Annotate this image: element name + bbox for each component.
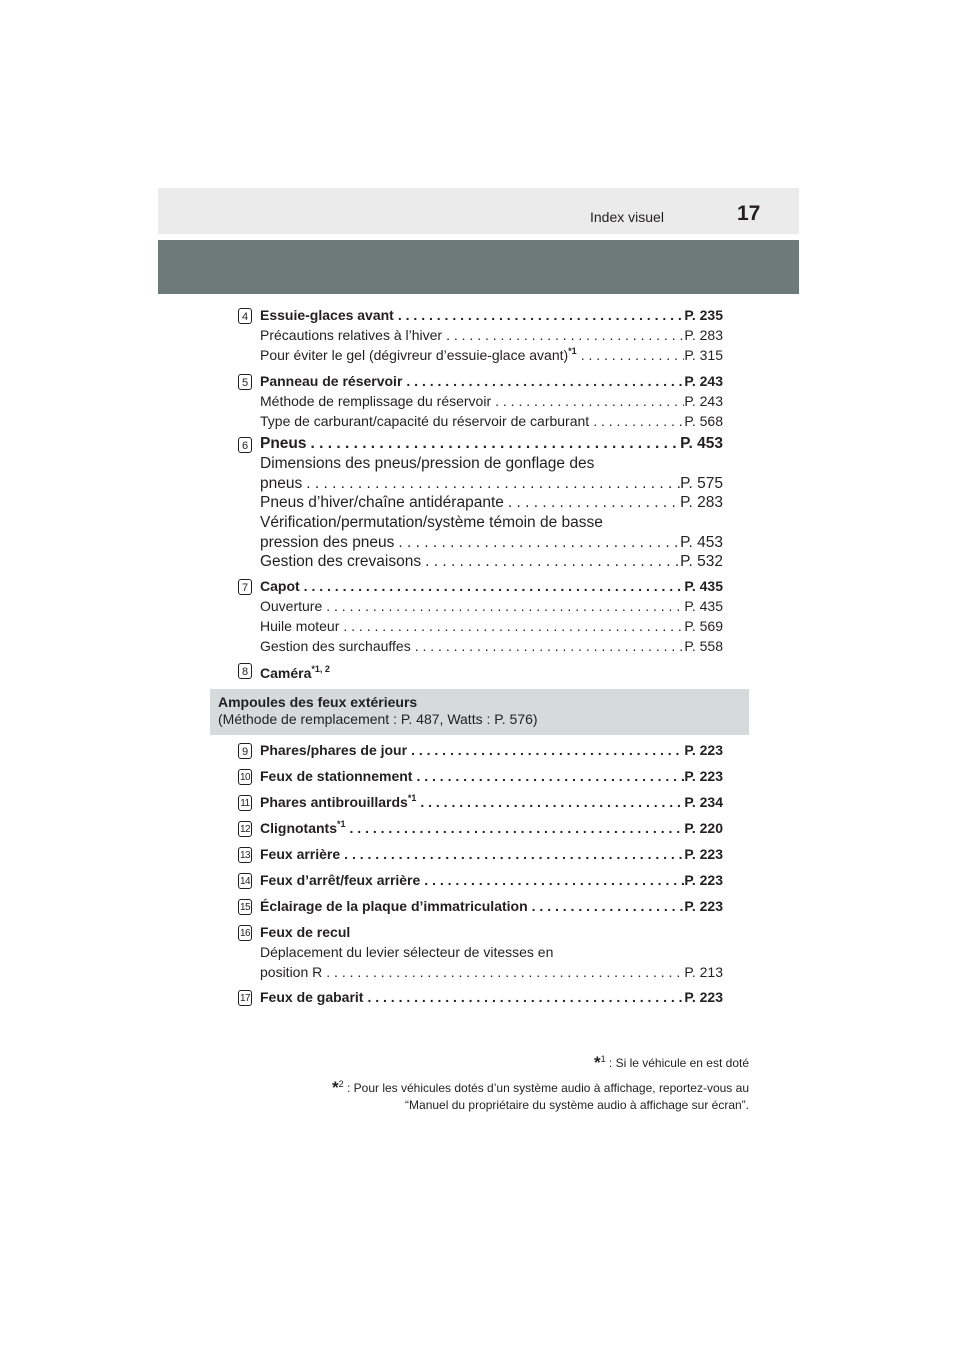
sub-entry-line: Vérification/permutation/système témoin de basse <box>260 513 603 531</box>
header-band <box>158 240 799 294</box>
sub-entry-line: Dimensions des pneus/pression de gonflage des <box>260 454 595 472</box>
entry-panneau-reservoir <box>260 371 723 431</box>
section-title: Index visuel <box>590 209 664 225</box>
lamp-entry <box>260 922 723 982</box>
footnote-1: *$^1$ : Si le véhicule en est doté <box>593 1053 749 1072</box>
sub-entry[interactable]: position R . . . P. 213 <box>260 962 723 982</box>
index-badge-16: 16 <box>238 925 252 941</box>
entry-title[interactable]: Feux d’arrêt/feux arrière . . . P. 223 <box>260 870 723 890</box>
entry-title[interactable]: Panneau de réservoir . . . P. 243 <box>260 371 723 391</box>
sub-entry[interactable]: Ouverture . . . P. 435 <box>260 596 723 616</box>
index-badge-4: 4 <box>238 308 252 324</box>
index-badge-6: 6 <box>238 437 252 453</box>
lamps-heading-title: Ampoules des feux extérieurs <box>218 694 418 710</box>
lamp-entry <box>260 792 723 812</box>
entry-title[interactable]: Phares/phares de jour . . . P. 223 <box>260 740 723 760</box>
index-badge-8: 8 <box>238 663 252 679</box>
sub-entry[interactable]: Méthode de remplissage du réservoir . . . P. 243 <box>260 391 723 411</box>
entry-title[interactable]: Essuie-glaces avant . . . P. 235 <box>260 305 723 325</box>
sub-entry[interactable]: Pneus d’hiver/chaîne antidérapante . . . P. 283 <box>260 493 723 513</box>
lamp-entry <box>260 740 723 760</box>
entry-title[interactable]: Clignotants$^{*1}$ . . . P. 220 <box>260 818 723 838</box>
footnote-2: *$^2$ : Pour les véhicules dotés d’un système audio à affichage, reportez-vous au <box>332 1078 749 1097</box>
entry-title[interactable]: Feux de stationnement . . . P. 223 <box>260 766 723 786</box>
footnote-2-continued: “Manuel du propriétaire du système audio à affichage sur écran”. <box>405 1098 749 1112</box>
sub-entry[interactable]: Type de carburant/capacité du réservoir de carburant . . . P. 568 <box>260 411 723 431</box>
index-badge-10: 10 <box>238 769 252 785</box>
lamps-heading-subtitle: (Méthode de remplacement : P. 487, Watts : P. 576) <box>218 711 538 727</box>
index-badge-15: 15 <box>238 899 252 915</box>
entry-title[interactable]: Feux de recul <box>260 924 351 940</box>
sub-entry[interactable]: Précautions relatives à l’hiver . . . P. 283 <box>260 325 723 345</box>
sub-entry[interactable]: Pour éviter le gel (dégivreur d’essuie-glace avant)$^{*1}$ . . . P. 315 <box>260 345 723 365</box>
lamp-entry <box>260 844 723 864</box>
entry-capot <box>260 576 723 656</box>
index-badge-7: 7 <box>238 579 252 595</box>
entry-title[interactable]: Caméra$^{*1, 2}$ <box>260 664 330 681</box>
lamp-entry <box>260 766 723 786</box>
entry-title[interactable]: Pneus . . . P. 453 <box>260 434 723 454</box>
entry-title[interactable]: Phares antibrouillards$^{*1}$ . . . P. 234 <box>260 792 723 812</box>
lamp-entry <box>260 896 723 916</box>
sub-entry[interactable]: Huile moteur . . . P. 569 <box>260 616 723 636</box>
index-badge-11: 11 <box>238 795 252 811</box>
entry-title[interactable]: Capot . . . P. 435 <box>260 576 723 596</box>
entry-title[interactable]: Feux arrière . . . P. 223 <box>260 844 723 864</box>
header-bar <box>158 188 799 234</box>
index-badge-17: 17 <box>238 990 252 1006</box>
lamp-entry <box>260 870 723 890</box>
page-number: 17 <box>737 202 761 225</box>
entry-title[interactable]: Feux de gabarit . . . P. 223 <box>260 987 723 1007</box>
index-badge-5: 5 <box>238 374 252 390</box>
entry-camera <box>260 663 723 683</box>
sub-entry[interactable]: pneus . . . P. 575 <box>260 474 723 494</box>
lamps-heading-box <box>210 689 749 735</box>
entry-essuie-glaces <box>260 305 723 365</box>
lamp-entry <box>260 987 723 1007</box>
sub-entry[interactable]: Gestion des surchauffes . . . P. 558 <box>260 636 723 656</box>
index-badge-14: 14 <box>238 873 252 889</box>
index-badge-13: 13 <box>238 847 252 863</box>
lamp-entry <box>260 818 723 838</box>
entry-pneus <box>260 434 723 572</box>
sub-entry[interactable]: pression des pneus . . . P. 453 <box>260 533 723 553</box>
index-badge-12: 12 <box>238 821 252 837</box>
sub-entry-line: Déplacement du levier sélecteur de vitesses en <box>260 944 554 960</box>
sub-entry[interactable]: Gestion des crevaisons . . . P. 532 <box>260 552 723 572</box>
index-badge-9: 9 <box>238 743 252 759</box>
entry-title[interactable]: Éclairage de la plaque d’immatriculation . . . P. 223 <box>260 896 723 916</box>
